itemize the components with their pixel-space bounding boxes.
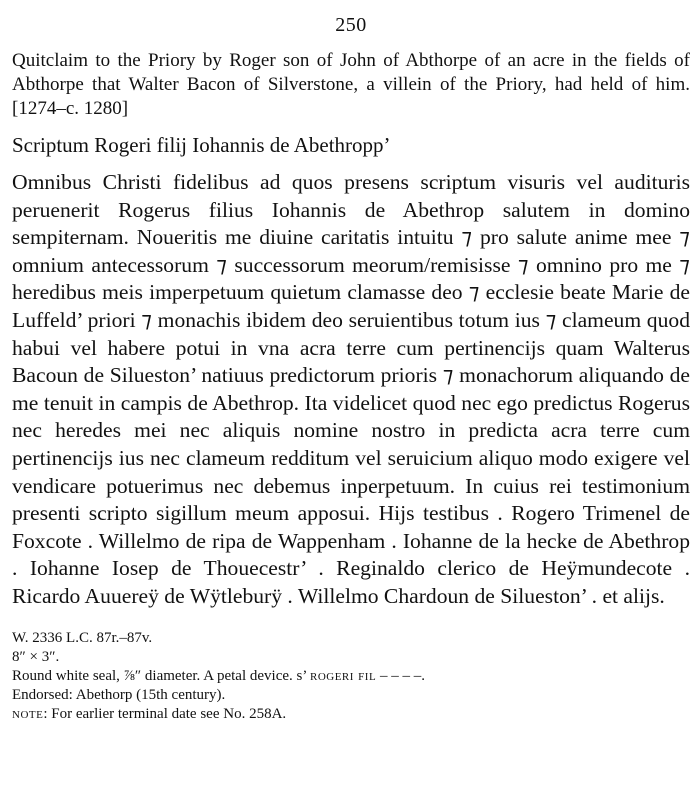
reference-line: W. 2336 L.C. 87r.–87v. bbox=[12, 629, 153, 646]
page-number: 250 bbox=[335, 14, 367, 36]
note-text: : For earlier terminal date see No. 258A. bbox=[43, 705, 287, 722]
endorsement-line: Endorsed: Abethorp (15th century). bbox=[12, 686, 226, 703]
seal-legend-ellipsis: – – – –. bbox=[376, 667, 425, 684]
charter-summary: Quitclaim to the Priory by Roger son of John of Abthorpe of an acre in the fields of Abthorpe that Walter Bacon of Silverstone, a villein of the Priory, had held of him. [1274–c. 1280] bbox=[12, 50, 690, 119]
seal-line bbox=[12, 667, 690, 686]
editorial-notes bbox=[12, 629, 690, 724]
seal-legend: rogeri fil bbox=[309, 667, 377, 684]
note-line bbox=[12, 705, 690, 724]
charter-heading: Scriptum Rogeri filij Iohannis de Abethropp’ bbox=[12, 133, 391, 157]
charter-text: Omnibus Christi fidelibus ad quos presens scriptum visuris vel audituris peruenerit Rogerus filius Iohannis de Abethrop salutem in domino sempiternam. Noueritis me diuine caritatis intuitu ⁊ pro salute anime mee ⁊ omnium antecessorum ⁊ successorum meorum/remisisse ⁊ omnino pro me ⁊ heredibus meis imperpetuum quietum clamasse deo ⁊ ecclesie beate Marie de Luffeld’ priori ⁊ monachis ibidem deo seruientibus totum ius ⁊ clameum quod habui vel habere potui in vna acra terre cum pertinencijs quam Walterus Bacoun de Silueston’ natiuus predictorum prioris ⁊ monachorum aliquando de me tenuit in campis de Abethrop. Ita videlicet quod nec ego predictus Rogerus nec heredes mei nec aliquis nomine nostro in predicta acra terre cum pertinencijs ius nec clameum redditum vel seruicium aliquo modo exigere vel vendicare potuerimus nec debemus inperpetuum. In cuius rei testimonium presenti scripto sigillum meum apposui. Hijs testibus . Rogero Trimenel de Foxcote . Willelmo de ripa de Wappenham . Iohanne de la hecke de Abethrop . Iohanne Iosep de Thouecestr’ . Reginaldo clerico de Heÿmundecote . Ricardo Auuereÿ de Wÿtleburÿ . Willelmo Chardoun de Silueston’ . et alijs. bbox=[12, 170, 690, 608]
note-label: note bbox=[12, 705, 44, 722]
size-line: 8″ × 3″. bbox=[12, 648, 60, 665]
seal-description: Round white seal, ⅞″ diameter. A petal device. s’ bbox=[12, 667, 310, 684]
